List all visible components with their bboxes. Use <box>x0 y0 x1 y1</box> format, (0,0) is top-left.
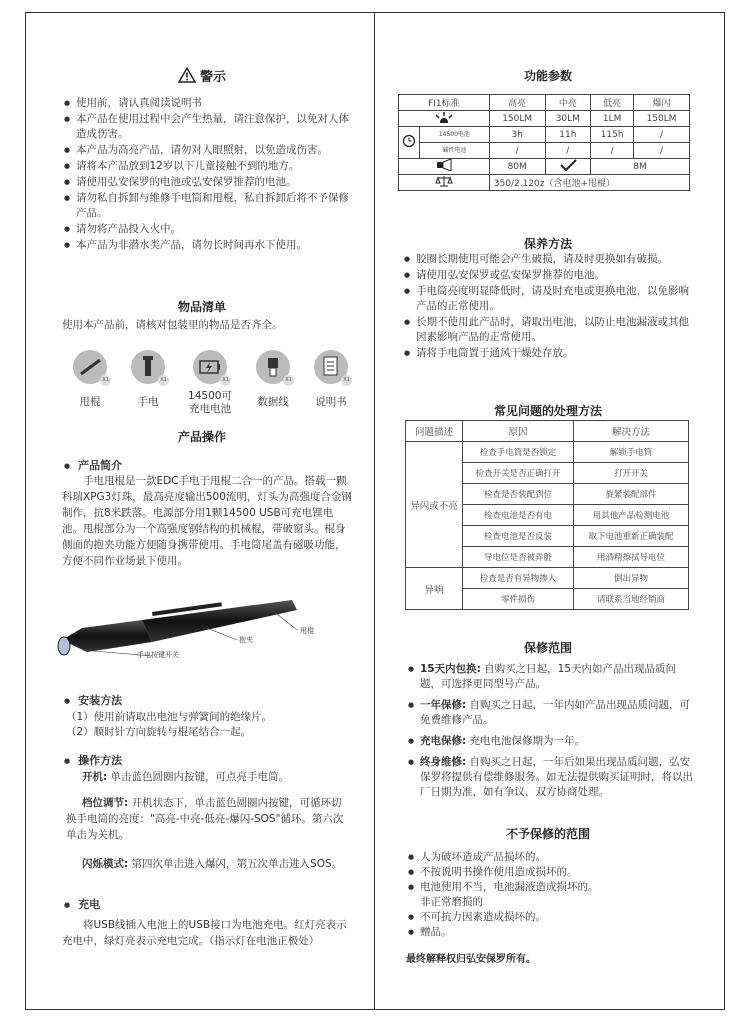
faq-cause: 检查电池是否有电 <box>463 505 574 526</box>
nonwarranty-item: ● 人为破坏造成产品损坏的。 <box>408 850 693 865</box>
spec-header: 爆闪 <box>634 95 690 111</box>
nonwarranty-list <box>408 850 693 940</box>
warning-item: ● 请将本产品放到12岁以下儿童接触不到的地方。 <box>64 159 352 174</box>
spec-header: 中亮 <box>545 95 590 111</box>
maintenance-title: 保养方法 <box>523 237 572 251</box>
spec-cell: 3h <box>489 127 545 143</box>
warning-list <box>64 96 352 254</box>
maintenance-item: ● 长期不使用此产品时，请取出电池，以防止电池漏液或其他因素影响产品的正常使用。 <box>404 315 694 345</box>
qty-badge: X1 <box>283 375 294 386</box>
spec-cell: 115h <box>591 127 634 143</box>
install-heading: ● 安装方法 <box>64 692 122 708</box>
faq-header: 解决方法 <box>574 421 689 442</box>
spec-cell: 150LM <box>634 111 690 127</box>
maintenance-item: ● 手电筒亮度明显降低时，请及时充电或更换电池，以免影响产品的正常使用。 <box>404 284 694 314</box>
battery-icon <box>193 350 227 384</box>
install-step-1: （1）使用前请取出电池与弹簧间的绝缘片。 <box>66 711 273 723</box>
spec-header: 低亮 <box>591 95 634 111</box>
flashlight-baton-illustration <box>42 590 342 670</box>
runtime-label: 碱性电池 <box>420 143 490 159</box>
faq-solution: 用酒精擦拭导电位 <box>574 547 689 568</box>
faq-problem: 异闪或不亮 <box>406 442 463 568</box>
spec-cell: 80M <box>489 159 545 175</box>
spec-cell: 1LM <box>591 111 634 127</box>
qty-badge: X1 <box>341 375 352 386</box>
power-on-label: 开机: <box>82 771 108 783</box>
label-switch: 手电按键开关 <box>137 651 179 659</box>
usb-cable-icon <box>256 350 290 384</box>
specs-table <box>398 94 690 191</box>
intro-heading: ● 产品简介 <box>64 457 122 473</box>
lumen-icon <box>399 111 490 127</box>
nonwarranty-item: ● 赠品。 <box>408 925 693 940</box>
faq-header: 原因 <box>463 421 574 442</box>
packing-item-label: 数据线 <box>257 396 289 408</box>
spec-header: FI1标准 <box>399 95 490 111</box>
flash-mode <box>66 856 352 872</box>
warranty-text: 充电电池保修期为一年。 <box>469 735 586 747</box>
warranty-text: 自购买之日起，一年内如产品出现品质问题，可免费维修产品。 <box>420 699 691 726</box>
warranty-title: 保修范围 <box>523 641 572 655</box>
warranty-label: 充电保修: <box>420 735 467 747</box>
packing-item-label: 甩棍 <box>79 396 101 408</box>
gear-adjust <box>66 795 352 843</box>
warning-title <box>62 66 342 85</box>
spec-cell: 11h <box>545 127 590 143</box>
charge-heading: ● 充电 <box>64 896 100 912</box>
warning-item: ● 本产品为高亮产品，请勿对人眼照射，以免造成伤害。 <box>64 143 352 158</box>
runtime-label: 14500电池 <box>420 127 490 143</box>
qty-badge: X1 <box>100 375 111 386</box>
spec-cell: 8M <box>591 159 690 175</box>
charge-text: 将USB线插入电池上的USB接口为电池充电。红灯亮表示充电中，绿灯亮表示充电完成。（指示灯在电池正极处） <box>62 919 347 947</box>
label-clip: 抱夹 <box>239 636 253 644</box>
bullet-icon: ● <box>408 737 415 745</box>
spec-cell: / <box>634 143 690 159</box>
power-on <box>82 769 352 785</box>
packing-item-label: 说明书 <box>315 396 347 408</box>
faq-solution: 解锁手电筒 <box>574 442 689 463</box>
power-on-text: 单击蓝色圆圈内按键，可点亮手电筒。 <box>110 771 290 783</box>
nonwarranty-item: ● 不可抗力因素造成损坏的。 <box>408 910 693 925</box>
warranty-label: 15天内包换: <box>420 663 481 675</box>
packing-item-baton <box>68 350 112 410</box>
checkmark-icon <box>545 159 590 175</box>
spec-cell: 30LM <box>545 111 590 127</box>
faq-header: 问题描述 <box>406 421 463 442</box>
warning-item: ● 请勿私自拆卸与维修手电筒和甩棍，私自拆卸后将不予保修产品。 <box>64 191 352 221</box>
spec-weight: 350/2.120z（含电池+甩棍） <box>489 175 689 191</box>
faq-title: 常见问题的处理方法 <box>493 404 602 418</box>
warning-item: ● 本产品为非潜水类产品，请勿长时间再水下使用。 <box>64 238 352 253</box>
warning-item: ● 请勿将产品投入火中。 <box>64 222 352 237</box>
gear-label: 档位调节: <box>82 797 129 809</box>
faq-solution: 倒出异物 <box>574 568 689 589</box>
nonwarranty-item: ● 不按说明书操作使用造成损坏的。 <box>408 865 693 880</box>
method-heading: ● 操作方法 <box>64 752 122 768</box>
warranty-text: 自购买之日起，15天内如产品出现品质问题，可选择更同型号产品。 <box>420 663 677 690</box>
install-steps <box>66 710 352 740</box>
manual-icon <box>314 350 348 384</box>
label-baton: 甩棍 <box>300 627 314 635</box>
packing-item-manual <box>308 350 354 410</box>
packing-items <box>68 350 354 430</box>
packing-item-label: 手电 <box>137 396 159 408</box>
gear-text: 开机状态下，单击蓝色圆圈内按键，可循环切换手电筒的亮度："高亮-中亮-低亮-爆闪-SOS"循环。第六次单击为关机。 <box>66 797 344 841</box>
install-step-2: （2）顺时针方向旋转与棍尾结合一起。 <box>66 726 252 738</box>
warranty-label: 终身维修: <box>420 756 467 768</box>
faq-solution: 用其他产品检测电池 <box>574 505 689 526</box>
bullet-icon: ● <box>408 665 415 673</box>
flashlight-icon <box>131 350 165 384</box>
spec-cell: / <box>634 127 690 143</box>
packing-item-flashlight <box>126 350 170 410</box>
clock-icon <box>399 127 420 159</box>
maintenance-list <box>404 252 694 362</box>
warning-title-text: 警示 <box>199 70 226 85</box>
faq-table <box>405 420 689 610</box>
specs-title: 功能参数 <box>523 69 572 83</box>
faq-solution: 打开开关 <box>574 463 689 484</box>
product-image <box>42 590 342 670</box>
faq-solution: 请联系当地经销商 <box>574 589 689 610</box>
packing-item-cable <box>248 350 298 410</box>
warning-icon <box>178 67 196 83</box>
faq-problem: 异响 <box>406 568 463 610</box>
beam-distance-icon <box>399 159 490 175</box>
spec-cell: 150LM <box>489 111 545 127</box>
warning-item: ● 使用前，请认真阅读说明书 <box>64 96 352 111</box>
spec-cell: / <box>489 143 545 159</box>
faq-cause: 零件损伤 <box>463 589 574 610</box>
qty-badge: X1 <box>158 375 169 386</box>
operation-title: 产品操作 <box>177 430 226 444</box>
warranty-label: 一年保修: <box>420 699 467 711</box>
warranty-item <box>408 734 693 749</box>
maintenance-item: ● 请将手电筒置于通风干燥处存放。 <box>404 346 694 361</box>
scale-icon <box>399 175 490 191</box>
spec-cell: / <box>545 143 590 159</box>
packing-item-battery <box>182 350 238 416</box>
baton-icon <box>73 350 107 384</box>
qty-badge: X1 <box>220 375 231 386</box>
bullet-icon: ● <box>408 758 415 766</box>
warranty-list <box>408 662 693 806</box>
faq-cause: 检查是否有异物掺入 <box>463 568 574 589</box>
intro-text: 手电甩棍是一款EDC手电于甩棍二合一的产品。搭载一颗科瑞XPG3灯珠，最高亮度输出500流明，灯头为高强度合金钢制作，抗8米跌落。电源部分用1颗14500 USB可充电锂电池。甩棍部分为一个高强度钢结构的机械棍，带破窗头。棍身侧面的抱夹功能方便随身携带使用。手电筒尾盖有磁吸功能，方便不同作业场景下使用。 <box>62 475 352 567</box>
packing-intro: 使用本产品前，请核对包装里的物品是否齐全。 <box>62 319 283 331</box>
faq-solution: 旋紧装配部件 <box>574 484 689 505</box>
footer-disclaimer: 最终解释权归弘安保罗所有。 <box>406 954 536 965</box>
warranty-item <box>408 698 693 728</box>
flash-text: 第四次单击进入爆闪，第五次单击进入SOS。 <box>131 858 343 870</box>
bullet-icon: ● <box>408 701 415 709</box>
warranty-text: 自购买之日起，一年后如果出现品质问题，弘安保罗将提供有偿维修服务。如无法提供购买证明时，将以出厂日期为准，如有争议，双方协商处理。 <box>420 756 693 798</box>
maintenance-item: ● 胶圈长期使用可能会产生破损，请及时更换如有破损。 <box>404 252 694 267</box>
nonwarranty-title: 不予保修的范围 <box>505 827 590 841</box>
faq-solution: 取下电池重新正确装配 <box>574 526 689 547</box>
flash-label: 闪烁模式: <box>82 858 129 870</box>
packing-title: 物品清单 <box>177 300 226 314</box>
warranty-item <box>408 755 693 800</box>
faq-row <box>406 442 689 463</box>
warning-item: ● 请使用弘安保罗的电池或弘安保罗推荐的电池。 <box>64 175 352 190</box>
faq-header-row <box>406 421 689 442</box>
nonwarranty-item: ● 电池使用不当，电池漏液造成损坏的。 非正常磨损的 <box>408 880 693 910</box>
faq-cause: 检查电池是否反装 <box>463 526 574 547</box>
packing-item-label: 14500可 充电电池 <box>188 390 232 415</box>
faq-cause: 检查是否装配到位 <box>463 484 574 505</box>
faq-row <box>406 568 689 589</box>
faq-cause: 检查手电筒是否锁定 <box>463 442 574 463</box>
maintenance-item: ● 请使用弘安保罗或弘安保罗推荐的电池。 <box>404 268 694 283</box>
warning-item: ● 本产品在使用过程中会产生热量，请注意保护，以免对人体造成伤害。 <box>64 112 352 142</box>
spec-header: 高亮 <box>489 95 545 111</box>
faq-cause: 检查开关是否正确打开 <box>463 463 574 484</box>
faq-cause: 导电位是否被弄脏 <box>463 547 574 568</box>
warranty-item <box>408 662 693 692</box>
spec-cell: / <box>591 143 634 159</box>
column-divider <box>374 12 375 1010</box>
